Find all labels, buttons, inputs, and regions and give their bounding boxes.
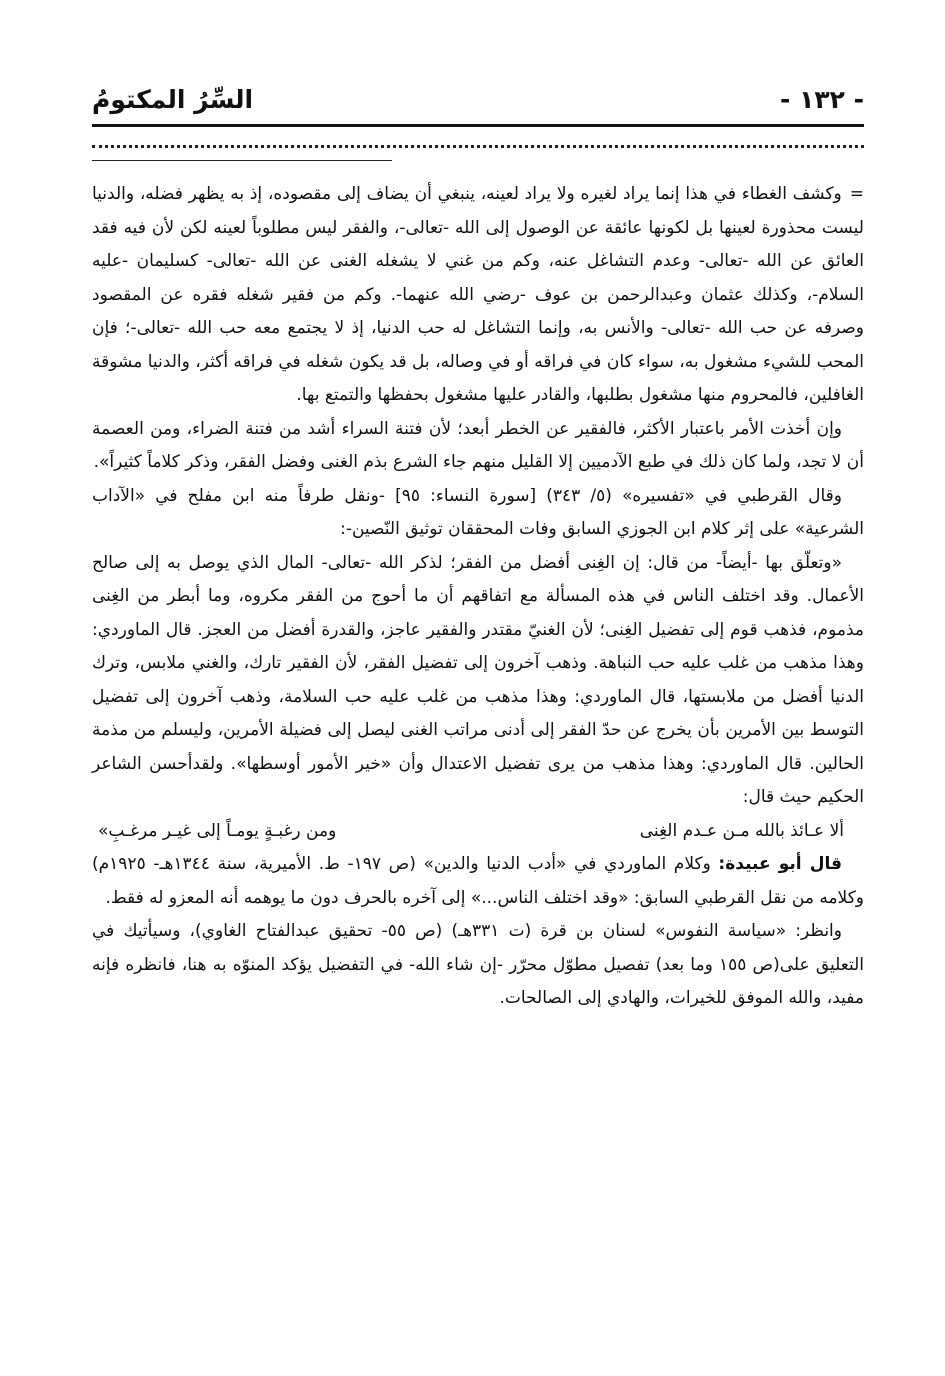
book-page xyxy=(92,0,864,1376)
footnote-paragraph xyxy=(92,178,864,413)
page-number: - ١٣٢ - xyxy=(780,85,864,114)
paragraph-text: وكشف الغطاء في هذا إنما يراد لغيره ولا يراد لعينه، ينبغي أن يضاف إلى مقصوده، إذ به يظهر فضله، والدنيا ليست محذورة لعينها بل لكونها عائقة عن الوصول إلى الله -تعالى-، والفقر ليس مطلوباً لعينه لكن لأن فيه فقد العائق عن الله -تعالى- وعدم التشاغل عنه، وكم من غني لا يشغله الغنى عن الله -تعالى- كسليمان -عليه السلام-، وكذلك عثمان وعبدالرحمن بن عوف -رضي الله عنهما-. وكم من فقير شغله فقره عن المقصود وصرفه عن حب الله -تعالى- والأنس به، وإنما التشاغل له حب الدنيا، إذ لا يجتمع معه حب الله -تعالى-؛ فإن المحب للشيء مشغول به، سواء كان في فراقه أو في وصاله، بل قد يكون شغله في فراقه أكثر، والدنيا مشوقة الغافلين، فالمحروم منها مشغول بطلبها، والقادر عليها مشغول بحفظها والتمتع بها. xyxy=(92,184,864,405)
footnote-paragraph: وقال القرطبي في «تفسيره» (٥/ ٣٤٣) [سورة النساء: ٩٥] -ونقل طرفاً منه ابن مفلح في «الآداب الشرعية» على إثر كلام ابن الجوزي السابق وفات المحققان توثيق النّصين-: xyxy=(92,485,864,539)
footnote-paragraph: «وتعلّق بها -أيضاً- من قال: إن الغِنى أفضل من الفقر؛ لذكر الله -تعالى- المال الذي يوصل به إلى صالح الأعمال. وقد اختلف الناس في هذه المسألة مع اتفاقهم أن ما أحوج من الفقر مكروه، وما أبطر من الغِنى مذموم، فذهب قوم إلى تفضيل الغِنى؛ لأن الغنيّ مقتدر والفقير عاجز، والقدرة أفضل من العجز. قال الماوردي: وهذا مذهب من غلب عليه حب النباهة. وذهب آخرون إلى تفضيل الفقر، لأن الفقير تارك، والغني ملابس، وترك الدنيا أفضل من ملابستها، قال الماوردي: وهذا مذهب من غلب عليه حب السلامة، وذهب آخرون إلى تفضيل التوسط بين الأمرين بأن يخرج عن حدّ الفقر إلى أدنى مراتب الغنى ليصل إلى فضيلة الأمرين، وليسلم من مذمة الحالين. قال الماوردي: وهذا مذهب من يرى تفضيل الاعتدال وأن «خير الأمور أوسطها». ولقدأحسن الشاعر الحكيم حيث قال: xyxy=(92,552,864,807)
continuation-mark: = xyxy=(849,184,864,204)
paragraph-text: وكلام الماوردي في «أدب الدنيا والدين» (ص ١٩٧- ط. الأميرية، سنة ١٣٤٤هـ- ١٩٢٥م) وكلامه من نقل القرطبي السابق: «وقد اختلف الناس...» إلى آخره بالحرف دون ما يوهمه أنه المعزو له فقط. xyxy=(92,854,864,908)
poetry-verse xyxy=(92,815,864,849)
footnote-paragraph: وانظر: «سياسة النفوس» لسنان بن قرة (ت ٣٣١هـ) (ص ٥٥- تحقيق عبدالفتاح الغاوي)، وسيأتيك في التعليق على(ص ١٥٥ وما بعد) تفصيل مطوّل محرّر -إن شاء الله- في التفضيل يؤكد المنوّه به هنا، فانظره فإنه مفيد، والله الموفق للخيرات، والهادي إلى الصالحات. xyxy=(92,921,864,1008)
dotted-separator xyxy=(92,145,864,148)
footnote-text xyxy=(92,178,864,1016)
footnote-paragraph xyxy=(92,848,864,915)
verse-first-hemistich: ألا عـائذ بالله مـن عـدم الغِنى xyxy=(639,820,844,841)
book-title: السِّرُ المكتومُ xyxy=(92,85,254,114)
author-note-lead: قال أبو عبيدة: xyxy=(718,854,842,874)
running-header xyxy=(92,80,864,124)
header-rule xyxy=(92,124,864,127)
footnote-paragraph: وإن أخذت الأمر باعتبار الأكثر، فالفقير عن الخطر أبعد؛ لأن فتنة السراء أشد من فتنة الضراء، ومن العصمة أن لا تجد، ولما كان ذلك في طبع الآدميين إلا القليل منهم جاء الشرع بذم الغنى وفضل الفقر، وذكر كلاماً كثيراً». xyxy=(92,418,864,472)
verse-second-hemistich: ومن رغبـةٍ يومـاً إلى غيـر مرغـبِ» xyxy=(98,820,337,841)
footnote-rule xyxy=(92,160,392,161)
